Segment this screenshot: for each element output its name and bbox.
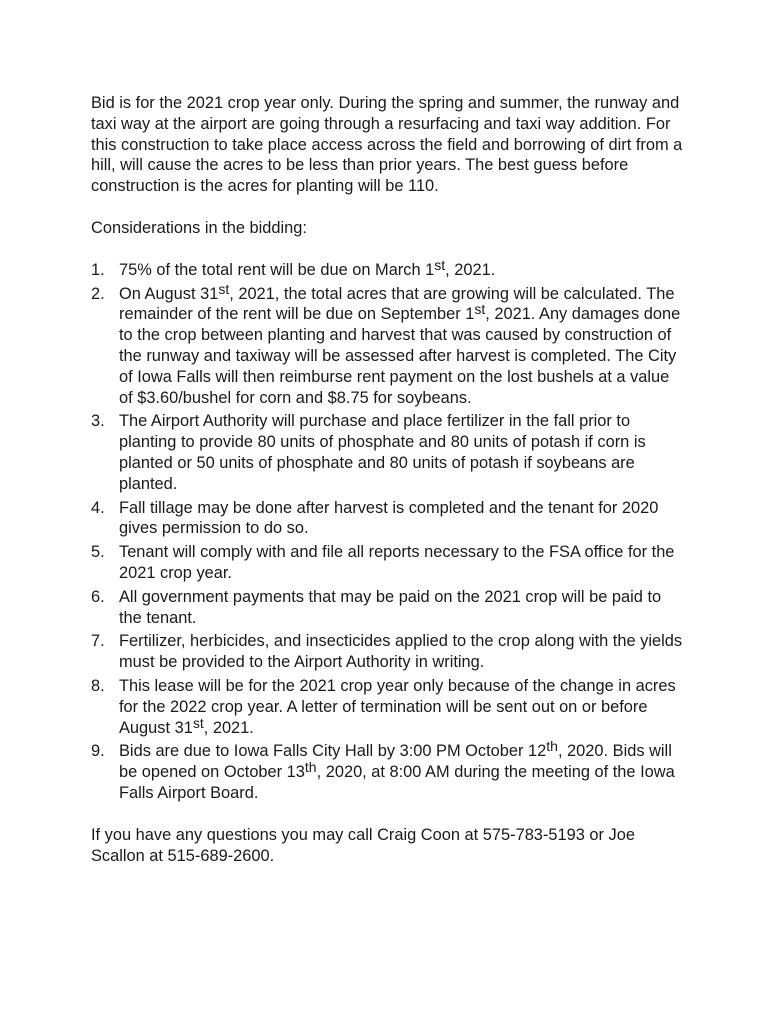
list-item [91,411,685,494]
list-item-number: 6. [91,587,105,606]
intro-paragraph: Bid is for the 2021 crop year only. During the spring and summer, the runway and taxi way at the airport are going through a resurfacing and taxi way addition. For this construction to take place access across the field and borrowing of dirt from a hill, will cause the acres to be less than prior years. The best guess before construction is the acres for planting will be 110. [91,94,683,196]
list-item-number: 2. [91,284,105,303]
list-item-text: Fertilizer, herbicides, and insecticides applied to the crop along with the yields must be provided to the Airport Authority in writing. [119,632,683,672]
list-item-text: On August 31st, 2021, the total acres that are growing will be calculated. The remainder of the rent will be due on September 1st, 2021. Any damages done to the crop between planting and harvest that was caused by construction of the runway and taxiway will be assessed after harvest is completed. The City of Iowa Falls will then reimburse rent payment on the lost bushels at a value of $3.60/bushel for corn and $8.75 for soybeans. [119,280,681,407]
list-item-number: 4. [91,498,105,517]
ordinal-suffix: th [546,738,558,755]
list-item-number: 1. [91,260,105,279]
list-item-text: The Airport Authority will purchase and place fertilizer in the fall prior to planting to provide 80 units of phosphate and 80 units of potash if corn is planted or 50 units of phosphate and 80 units of potash if soybeans are planted. [119,412,646,493]
list-item [91,676,685,738]
list-item-number: 7. [91,632,105,651]
ordinal-suffix: th [304,759,317,776]
considerations-list [91,256,685,804]
closing-paragraph: If you have any questions you may call Craig Coon at 575-783-5193 or Joe Scallon at 515-689-2600. [91,825,635,865]
list-item [91,542,685,584]
list-item-text: 75% of the total rent will be due on March 1st, 2021. [119,256,496,279]
list-item-number: 9. [91,742,105,761]
ordinal-suffix: st [434,256,446,273]
list-item-text: This lease will be for the 2021 crop year only because of the change in acres for the 2022 crop year. A letter of termination will be sent out on or before August 31st, 2021. [119,676,676,737]
list-item-number: 3. [91,412,105,431]
list-item [91,631,685,673]
ordinal-suffix: st [192,714,204,731]
list-item [91,256,685,281]
document-body [91,93,685,887]
list-item-text: Fall tillage may be done after harvest is completed and the tenant for 2020 gives permission to do so. [119,498,659,538]
list-item [91,738,685,803]
ordinal-suffix: st [474,301,486,318]
list-item-text: Tenant will comply with and file all reports necessary to the FSA office for the 2021 crop year. [119,543,675,582]
ordinal-suffix: st [218,280,230,297]
list-item [91,280,685,409]
considerations-heading: Considerations in the bidding: [91,218,307,237]
list-item-number: 5. [91,543,105,562]
list-item-text: All government payments that may be paid on the 2021 crop will be paid to the tenant. [119,587,662,627]
list-item-text: Bids are due to Iowa Falls City Hall by 3:00 PM October 12th, 2020. Bids will be opened on October 13th, 2020, at 8:00 AM during the meeting of the Iowa Falls Airport Board. [119,738,675,802]
list-item [91,498,685,540]
list-item [91,587,685,629]
list-item-number: 8. [91,676,105,695]
